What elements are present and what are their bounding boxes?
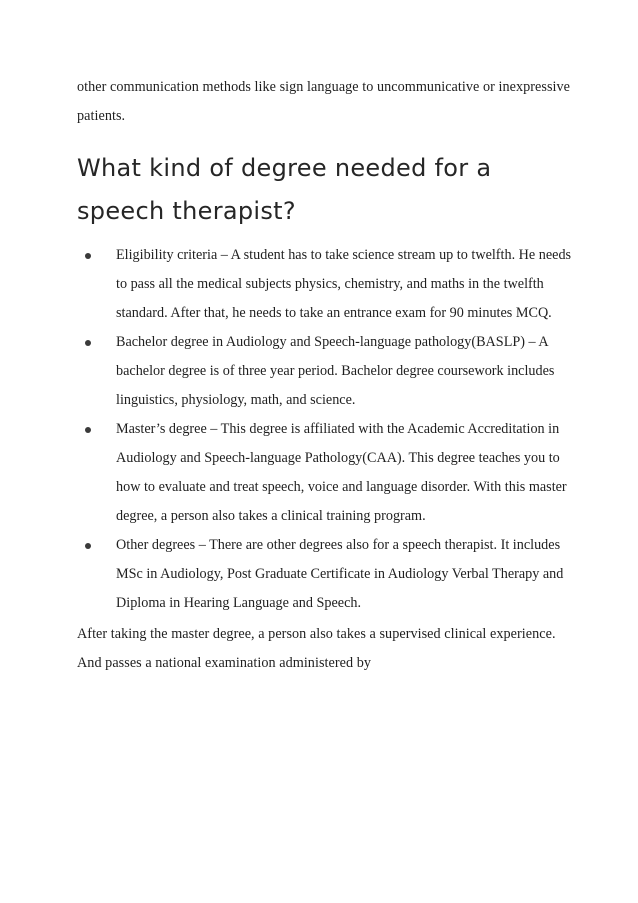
page-content <box>77 73 577 678</box>
degree-list <box>77 241 577 618</box>
list-item <box>77 531 577 618</box>
bullet-icon <box>85 253 91 259</box>
intro-paragraph: other communication methods like sign language to uncommunicative or inexpressive patients. <box>77 79 571 124</box>
bullet-icon <box>85 340 91 346</box>
list-item-text: Bachelor degree in Audiology and Speech-language pathology(BASLP) – A bachelor degree is of three year period. Bachelor degree coursework includes linguistics, physiology, math, and science. <box>116 334 555 408</box>
closing-paragraph: After taking the master degree, a person also takes a supervised clinical experience. And passes a national examination administered by <box>77 626 556 671</box>
list-item <box>77 328 577 415</box>
section-heading: What kind of degree needed for a speech therapist? <box>77 154 492 225</box>
bullet-icon <box>85 427 91 433</box>
list-item <box>77 415 577 531</box>
list-item-text: Master’s degree – This degree is affiliated with the Academic Accreditation in Audiology and Speech-language Pathology(CAA). This degree teaches you to how to evaluate and treat speech, voice and language disorder. With this master degree, a person also takes a clinical training program. <box>116 421 567 524</box>
list-item-text: Eligibility criteria – A student has to take science stream up to twelfth. He needs to pass all the medical subjects physics, chemistry, and maths in the twelfth standard. After that, he needs to take an entrance exam for 90 minutes MCQ. <box>116 247 572 321</box>
bullet-icon <box>85 543 91 549</box>
list-item-text: Other degrees – There are other degrees also for a speech therapist. It includes MSc in Audiology, Post Graduate Certificate in Audiology Verbal Therapy and Diploma in Hearing Language and Speech. <box>116 537 564 611</box>
list-item <box>77 241 577 328</box>
